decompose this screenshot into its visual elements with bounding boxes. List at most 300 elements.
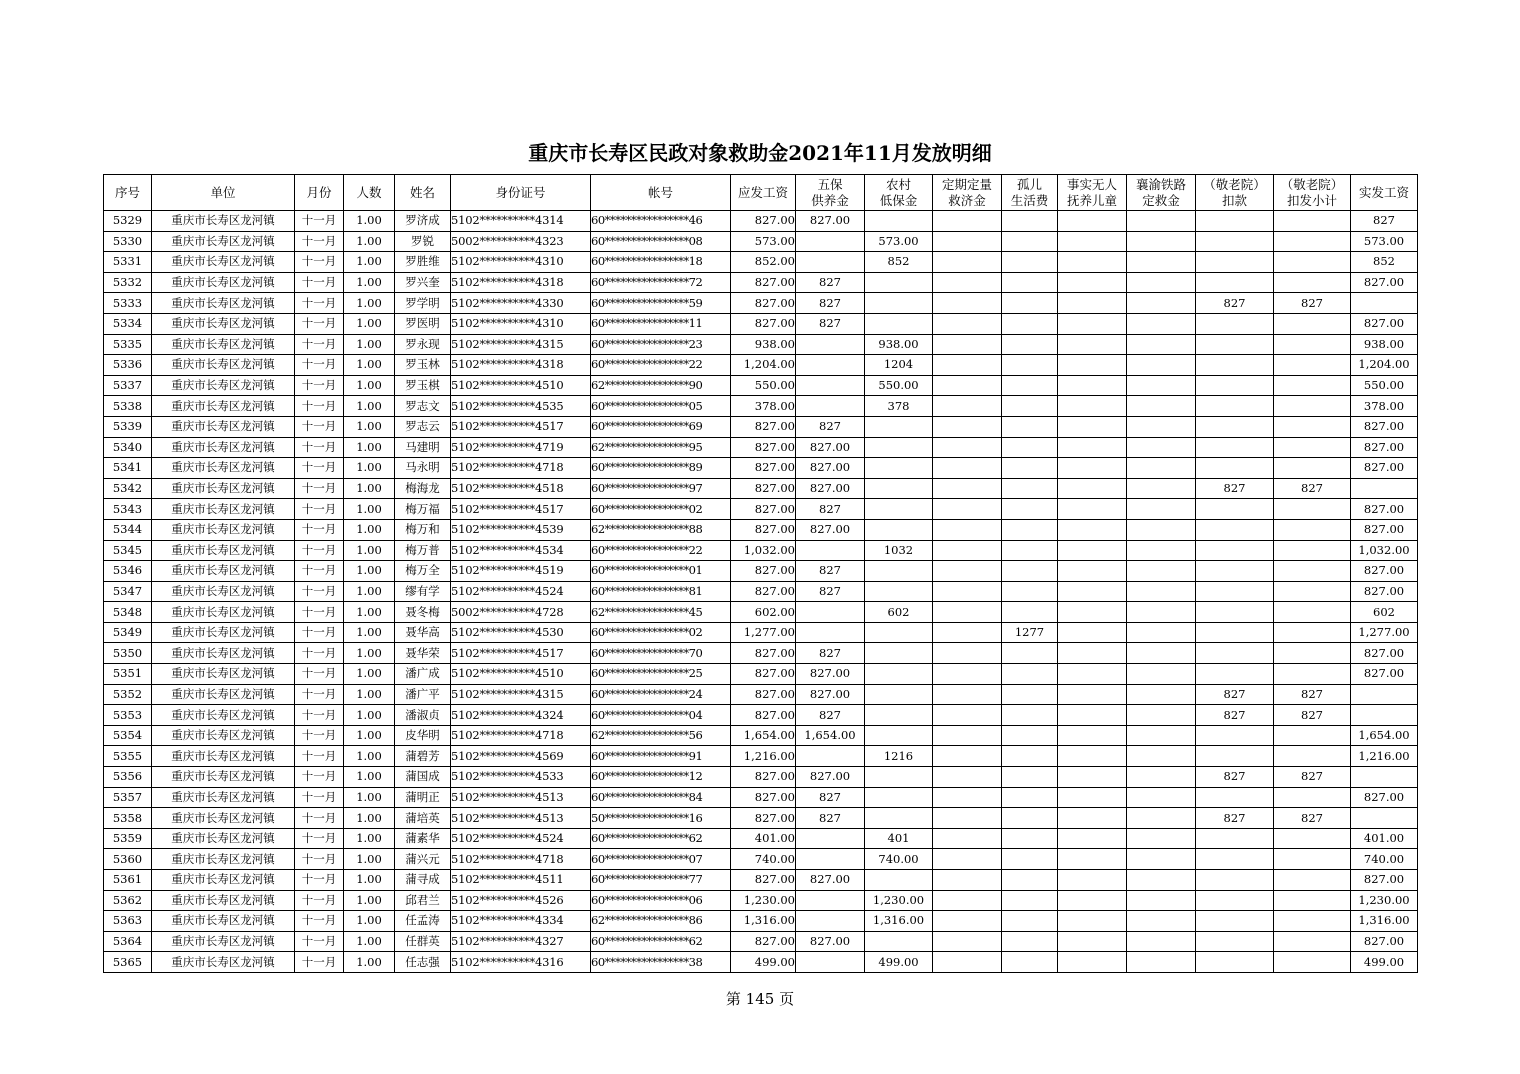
cell-serial-no: 5336	[104, 355, 152, 376]
cell-serial-no: 5341	[104, 458, 152, 479]
cell-name: 任志强	[395, 952, 451, 973]
cell-nursing-home-deduction	[1196, 211, 1274, 232]
cell-de-facto-orphan	[1058, 293, 1127, 314]
cell-nursing-home-deduction-subtotal	[1274, 313, 1351, 334]
cell-rural-subsistence: 740.00	[865, 849, 933, 870]
cell-nursing-home-deduction	[1196, 355, 1274, 376]
cell-orphan-living	[1002, 911, 1058, 932]
cell-nursing-home-deduction	[1196, 602, 1274, 623]
cell-de-facto-orphan	[1058, 416, 1127, 437]
cell-serial-no: 5340	[104, 437, 152, 458]
cell-serial-no: 5350	[104, 643, 152, 664]
cell-rural-subsistence	[865, 705, 933, 726]
cell-rural-subsistence	[865, 561, 933, 582]
cell-serial-no: 5358	[104, 808, 152, 829]
cell-actual-payment: 827.00	[1351, 581, 1418, 602]
cell-wubao-support	[796, 540, 865, 561]
cell-nursing-home-deduction	[1196, 252, 1274, 273]
cell-de-facto-orphan	[1058, 911, 1127, 932]
cell-de-facto-orphan	[1058, 252, 1127, 273]
cell-headcount: 1.00	[344, 890, 395, 911]
cell-rural-subsistence: 573.00	[865, 231, 933, 252]
cell-xiangyu-railway-relief	[1127, 602, 1196, 623]
cell-wubao-support	[796, 849, 865, 870]
cell-name: 蒲寻成	[395, 870, 451, 891]
cell-rural-subsistence	[865, 499, 933, 520]
cell-name: 潘淑贞	[395, 705, 451, 726]
cell-unit: 重庆市长寿区龙河镇	[152, 890, 295, 911]
cell-nursing-home-deduction-subtotal	[1274, 787, 1351, 808]
cell-headcount: 1.00	[344, 561, 395, 582]
cell-id-number: 5102**********4519	[451, 561, 591, 582]
cell-de-facto-orphan	[1058, 828, 1127, 849]
cell-id-number: 5102**********4524	[451, 828, 591, 849]
cell-unit: 重庆市长寿区龙河镇	[152, 231, 295, 252]
cell-payable-amount: 827.00	[731, 808, 796, 829]
cell-regular-relief	[933, 849, 1002, 870]
cell-unit: 重庆市长寿区龙河镇	[152, 952, 295, 973]
cell-id-number: 5102**********4539	[451, 519, 591, 540]
cell-regular-relief	[933, 519, 1002, 540]
cell-rural-subsistence: 938.00	[865, 334, 933, 355]
cell-serial-no: 5334	[104, 313, 152, 334]
cell-name: 马永明	[395, 458, 451, 479]
cell-month: 十一月	[295, 890, 344, 911]
table-row	[104, 870, 1418, 891]
cell-unit: 重庆市长寿区龙河镇	[152, 252, 295, 273]
cell-headcount: 1.00	[344, 334, 395, 355]
cell-headcount: 1.00	[344, 746, 395, 767]
cell-serial-no: 5353	[104, 705, 152, 726]
cell-nursing-home-deduction	[1196, 416, 1274, 437]
cell-serial-no: 5360	[104, 849, 152, 870]
cell-serial-no: 5332	[104, 272, 152, 293]
table-header-row	[104, 175, 1418, 211]
cell-headcount: 1.00	[344, 375, 395, 396]
cell-orphan-living	[1002, 561, 1058, 582]
column-header-line1: 定期定量	[941, 176, 992, 192]
cell-nursing-home-deduction-subtotal	[1274, 396, 1351, 417]
cell-account-number: 60****************62	[591, 931, 731, 952]
column-header-line1: （敬老院）	[1203, 176, 1266, 192]
cell-nursing-home-deduction: 827	[1196, 684, 1274, 705]
cell-nursing-home-deduction	[1196, 746, 1274, 767]
cell-headcount: 1.00	[344, 416, 395, 437]
cell-name: 潘广成	[395, 664, 451, 685]
cell-id-number: 5102**********4569	[451, 746, 591, 767]
cell-headcount: 1.00	[344, 396, 395, 417]
cell-unit: 重庆市长寿区龙河镇	[152, 767, 295, 788]
cell-account-number: 60****************46	[591, 211, 731, 232]
cell-name: 蒲素华	[395, 828, 451, 849]
cell-nursing-home-deduction: 827	[1196, 705, 1274, 726]
cell-regular-relief	[933, 375, 1002, 396]
cell-wubao-support: 827.00	[796, 519, 865, 540]
cell-orphan-living	[1002, 664, 1058, 685]
cell-nursing-home-deduction-subtotal	[1274, 519, 1351, 540]
table-row	[104, 478, 1418, 499]
cell-month: 十一月	[295, 581, 344, 602]
cell-regular-relief	[933, 870, 1002, 891]
cell-actual-payment: 827.00	[1351, 519, 1418, 540]
table-body	[104, 211, 1418, 973]
cell-orphan-living	[1002, 540, 1058, 561]
cell-regular-relief	[933, 705, 1002, 726]
cell-id-number: 5002**********4728	[451, 602, 591, 623]
cell-nursing-home-deduction-subtotal	[1274, 746, 1351, 767]
cell-account-number: 60****************22	[591, 355, 731, 376]
cell-headcount: 1.00	[344, 911, 395, 932]
cell-payable-amount: 827.00	[731, 643, 796, 664]
column-header-line1: 农村	[885, 176, 911, 192]
cell-regular-relief	[933, 890, 1002, 911]
cell-id-number: 5102**********4327	[451, 931, 591, 952]
column-header-line1: 身份证号	[495, 184, 546, 200]
cell-nursing-home-deduction-subtotal	[1274, 849, 1351, 870]
cell-payable-amount: 852.00	[731, 252, 796, 273]
cell-nursing-home-deduction	[1196, 458, 1274, 479]
cell-account-number: 60****************04	[591, 705, 731, 726]
cell-nursing-home-deduction: 827	[1196, 808, 1274, 829]
cell-headcount: 1.00	[344, 252, 395, 273]
cell-xiangyu-railway-relief	[1127, 293, 1196, 314]
cell-payable-amount: 827.00	[731, 293, 796, 314]
cell-orphan-living	[1002, 725, 1058, 746]
cell-nursing-home-deduction	[1196, 396, 1274, 417]
cell-xiangyu-railway-relief	[1127, 416, 1196, 437]
cell-rural-subsistence: 1204	[865, 355, 933, 376]
cell-serial-no: 5343	[104, 499, 152, 520]
cell-account-number: 60****************02	[591, 622, 731, 643]
cell-id-number: 5102**********4517	[451, 643, 591, 664]
cell-actual-payment: 827.00	[1351, 416, 1418, 437]
cell-account-number: 60****************02	[591, 499, 731, 520]
table-row	[104, 725, 1418, 746]
cell-xiangyu-railway-relief	[1127, 725, 1196, 746]
cell-unit: 重庆市长寿区龙河镇	[152, 334, 295, 355]
cell-actual-payment	[1351, 478, 1418, 499]
cell-payable-amount: 740.00	[731, 849, 796, 870]
cell-nursing-home-deduction	[1196, 643, 1274, 664]
cell-regular-relief	[933, 211, 1002, 232]
cell-serial-no: 5355	[104, 746, 152, 767]
cell-actual-payment: 1,032.00	[1351, 540, 1418, 561]
cell-rural-subsistence	[865, 313, 933, 334]
table-row	[104, 664, 1418, 685]
cell-name: 罗永现	[395, 334, 451, 355]
cell-regular-relief	[933, 478, 1002, 499]
cell-xiangyu-railway-relief	[1127, 561, 1196, 582]
table-row	[104, 458, 1418, 479]
column-header	[344, 175, 395, 211]
cell-id-number: 5002**********4323	[451, 231, 591, 252]
cell-headcount: 1.00	[344, 519, 395, 540]
cell-id-number: 5102**********4310	[451, 313, 591, 334]
cell-month: 十一月	[295, 231, 344, 252]
column-header	[1002, 175, 1058, 211]
cell-wubao-support: 827	[796, 499, 865, 520]
cell-nursing-home-deduction-subtotal	[1274, 458, 1351, 479]
cell-regular-relief	[933, 725, 1002, 746]
cell-month: 十一月	[295, 725, 344, 746]
cell-account-number: 62****************95	[591, 437, 731, 458]
table-row	[104, 416, 1418, 437]
cell-unit: 重庆市长寿区龙河镇	[152, 664, 295, 685]
cell-unit: 重庆市长寿区龙河镇	[152, 931, 295, 952]
column-header	[1127, 175, 1196, 211]
table-row	[104, 602, 1418, 623]
column-header-line1: （敬老院）	[1280, 176, 1344, 192]
cell-rural-subsistence	[865, 293, 933, 314]
cell-serial-no: 5342	[104, 478, 152, 499]
cell-wubao-support: 827	[796, 643, 865, 664]
cell-nursing-home-deduction	[1196, 334, 1274, 355]
cell-nursing-home-deduction-subtotal	[1274, 375, 1351, 396]
cell-account-number: 60****************72	[591, 272, 731, 293]
column-header	[295, 175, 344, 211]
cell-payable-amount: 827.00	[731, 581, 796, 602]
table-row	[104, 519, 1418, 540]
cell-de-facto-orphan	[1058, 313, 1127, 334]
cell-nursing-home-deduction-subtotal	[1274, 622, 1351, 643]
cell-serial-no: 5330	[104, 231, 152, 252]
cell-id-number: 5102**********4315	[451, 684, 591, 705]
cell-id-number: 5102**********4318	[451, 272, 591, 293]
cell-xiangyu-railway-relief	[1127, 664, 1196, 685]
cell-actual-payment	[1351, 684, 1418, 705]
cell-id-number: 5102**********4517	[451, 499, 591, 520]
cell-headcount: 1.00	[344, 581, 395, 602]
cell-account-number: 60****************84	[591, 787, 731, 808]
cell-unit: 重庆市长寿区龙河镇	[152, 622, 295, 643]
cell-month: 十一月	[295, 561, 344, 582]
cell-wubao-support	[796, 602, 865, 623]
cell-de-facto-orphan	[1058, 478, 1127, 499]
cell-actual-payment: 827.00	[1351, 313, 1418, 334]
cell-regular-relief	[933, 581, 1002, 602]
cell-xiangyu-railway-relief	[1127, 211, 1196, 232]
cell-name: 罗玉棋	[395, 375, 451, 396]
cell-wubao-support	[796, 334, 865, 355]
cell-actual-payment	[1351, 808, 1418, 829]
cell-account-number: 60****************81	[591, 581, 731, 602]
table-row	[104, 375, 1418, 396]
cell-de-facto-orphan	[1058, 705, 1127, 726]
cell-actual-payment: 1,654.00	[1351, 725, 1418, 746]
table-row	[104, 293, 1418, 314]
cell-headcount: 1.00	[344, 540, 395, 561]
cell-headcount: 1.00	[344, 313, 395, 334]
cell-nursing-home-deduction: 827	[1196, 767, 1274, 788]
cell-actual-payment: 1,216.00	[1351, 746, 1418, 767]
cell-unit: 重庆市长寿区龙河镇	[152, 849, 295, 870]
cell-actual-payment: 573.00	[1351, 231, 1418, 252]
cell-orphan-living	[1002, 211, 1058, 232]
cell-unit: 重庆市长寿区龙河镇	[152, 540, 295, 561]
cell-headcount: 1.00	[344, 931, 395, 952]
cell-xiangyu-railway-relief	[1127, 890, 1196, 911]
cell-unit: 重庆市长寿区龙河镇	[152, 293, 295, 314]
cell-name: 罗兴奎	[395, 272, 451, 293]
cell-unit: 重庆市长寿区龙河镇	[152, 705, 295, 726]
cell-serial-no: 5344	[104, 519, 152, 540]
cell-actual-payment: 378.00	[1351, 396, 1418, 417]
cell-wubao-support: 827.00	[796, 870, 865, 891]
cell-nursing-home-deduction-subtotal	[1274, 211, 1351, 232]
cell-account-number: 60****************06	[591, 890, 731, 911]
cell-actual-payment: 827.00	[1351, 437, 1418, 458]
cell-nursing-home-deduction	[1196, 664, 1274, 685]
cell-month: 十一月	[295, 828, 344, 849]
cell-nursing-home-deduction-subtotal	[1274, 561, 1351, 582]
column-header-line2: 低保金	[879, 192, 918, 208]
cell-serial-no: 5337	[104, 375, 152, 396]
cell-month: 十一月	[295, 272, 344, 293]
cell-name: 蒲国成	[395, 767, 451, 788]
cell-orphan-living	[1002, 355, 1058, 376]
cell-name: 邱君兰	[395, 890, 451, 911]
cell-nursing-home-deduction-subtotal	[1274, 499, 1351, 520]
cell-actual-payment: 827.00	[1351, 561, 1418, 582]
cell-rural-subsistence	[865, 478, 933, 499]
cell-rural-subsistence	[865, 767, 933, 788]
cell-account-number: 60****************97	[591, 478, 731, 499]
cell-nursing-home-deduction	[1196, 911, 1274, 932]
cell-rural-subsistence	[865, 808, 933, 829]
cell-name: 罗学明	[395, 293, 451, 314]
cell-regular-relief	[933, 313, 1002, 334]
cell-payable-amount: 827.00	[731, 787, 796, 808]
cell-name: 任群英	[395, 931, 451, 952]
cell-account-number: 60****************59	[591, 293, 731, 314]
cell-headcount: 1.00	[344, 437, 395, 458]
cell-actual-payment	[1351, 767, 1418, 788]
table-row	[104, 313, 1418, 334]
cell-de-facto-orphan	[1058, 231, 1127, 252]
cell-id-number: 5102**********4513	[451, 808, 591, 829]
cell-unit: 重庆市长寿区龙河镇	[152, 602, 295, 623]
cell-id-number: 5102**********4316	[451, 952, 591, 973]
table-row	[104, 684, 1418, 705]
cell-account-number: 60****************38	[591, 952, 731, 973]
table-row	[104, 272, 1418, 293]
cell-de-facto-orphan	[1058, 952, 1127, 973]
cell-nursing-home-deduction: 827	[1196, 478, 1274, 499]
column-header	[591, 175, 731, 211]
cell-wubao-support	[796, 396, 865, 417]
cell-payable-amount: 827.00	[731, 561, 796, 582]
cell-name: 聂华荣	[395, 643, 451, 664]
cell-name: 罗医明	[395, 313, 451, 334]
cell-nursing-home-deduction-subtotal	[1274, 334, 1351, 355]
table-row	[104, 911, 1418, 932]
cell-de-facto-orphan	[1058, 272, 1127, 293]
cell-xiangyu-railway-relief	[1127, 334, 1196, 355]
cell-rural-subsistence: 378	[865, 396, 933, 417]
cell-month: 十一月	[295, 952, 344, 973]
page-title: 重庆市长寿区民政对象救助金2021年11月发放明细	[528, 141, 992, 165]
cell-unit: 重庆市长寿区龙河镇	[152, 870, 295, 891]
cell-unit: 重庆市长寿区龙河镇	[152, 581, 295, 602]
column-header-line1: 单位	[210, 184, 236, 200]
cell-de-facto-orphan	[1058, 767, 1127, 788]
cell-serial-no: 5356	[104, 767, 152, 788]
cell-wubao-support: 827	[796, 416, 865, 437]
cell-wubao-support: 827	[796, 581, 865, 602]
cell-payable-amount: 827.00	[731, 313, 796, 334]
cell-nursing-home-deduction	[1196, 828, 1274, 849]
cell-id-number: 5102**********4318	[451, 355, 591, 376]
cell-payable-amount: 401.00	[731, 828, 796, 849]
cell-wubao-support	[796, 890, 865, 911]
cell-de-facto-orphan	[1058, 890, 1127, 911]
cell-serial-no: 5349	[104, 622, 152, 643]
cell-id-number: 5102**********4510	[451, 375, 591, 396]
cell-de-facto-orphan	[1058, 396, 1127, 417]
cell-month: 十一月	[295, 808, 344, 829]
cell-de-facto-orphan	[1058, 519, 1127, 540]
cell-id-number: 5102**********4513	[451, 787, 591, 808]
table-row	[104, 334, 1418, 355]
cell-month: 十一月	[295, 602, 344, 623]
column-header-line2: 定救金	[1142, 192, 1180, 208]
column-header	[451, 175, 591, 211]
cell-account-number: 60****************22	[591, 540, 731, 561]
cell-headcount: 1.00	[344, 272, 395, 293]
cell-month: 十一月	[295, 375, 344, 396]
cell-actual-payment: 827.00	[1351, 643, 1418, 664]
cell-headcount: 1.00	[344, 705, 395, 726]
cell-nursing-home-deduction	[1196, 313, 1274, 334]
cell-month: 十一月	[295, 437, 344, 458]
cell-orphan-living	[1002, 767, 1058, 788]
cell-serial-no: 5345	[104, 540, 152, 561]
cell-unit: 重庆市长寿区龙河镇	[152, 725, 295, 746]
cell-nursing-home-deduction	[1196, 540, 1274, 561]
cell-payable-amount: 1,204.00	[731, 355, 796, 376]
cell-month: 十一月	[295, 870, 344, 891]
cell-unit: 重庆市长寿区龙河镇	[152, 643, 295, 664]
cell-xiangyu-railway-relief	[1127, 746, 1196, 767]
cell-headcount: 1.00	[344, 355, 395, 376]
cell-nursing-home-deduction-subtotal	[1274, 725, 1351, 746]
cell-account-number: 62****************45	[591, 602, 731, 623]
cell-rural-subsistence	[865, 437, 933, 458]
cell-nursing-home-deduction	[1196, 931, 1274, 952]
cell-nursing-home-deduction-subtotal	[1274, 581, 1351, 602]
table-row	[104, 355, 1418, 376]
cell-wubao-support	[796, 231, 865, 252]
table-row	[104, 828, 1418, 849]
cell-wubao-support	[796, 911, 865, 932]
cell-serial-no: 5338	[104, 396, 152, 417]
cell-id-number: 5102**********4530	[451, 622, 591, 643]
cell-orphan-living	[1002, 890, 1058, 911]
cell-nursing-home-deduction-subtotal: 827	[1274, 808, 1351, 829]
cell-nursing-home-deduction-subtotal	[1274, 911, 1351, 932]
cell-account-number: 60****************70	[591, 643, 731, 664]
cell-name: 梅万和	[395, 519, 451, 540]
cell-regular-relief	[933, 561, 1002, 582]
cell-regular-relief	[933, 355, 1002, 376]
cell-xiangyu-railway-relief	[1127, 849, 1196, 870]
cell-unit: 重庆市长寿区龙河镇	[152, 375, 295, 396]
cell-xiangyu-railway-relief	[1127, 808, 1196, 829]
cell-account-number: 62****************88	[591, 519, 731, 540]
column-header-line2: 供养金	[811, 192, 849, 208]
cell-nursing-home-deduction-subtotal	[1274, 355, 1351, 376]
cell-nursing-home-deduction-subtotal	[1274, 540, 1351, 561]
